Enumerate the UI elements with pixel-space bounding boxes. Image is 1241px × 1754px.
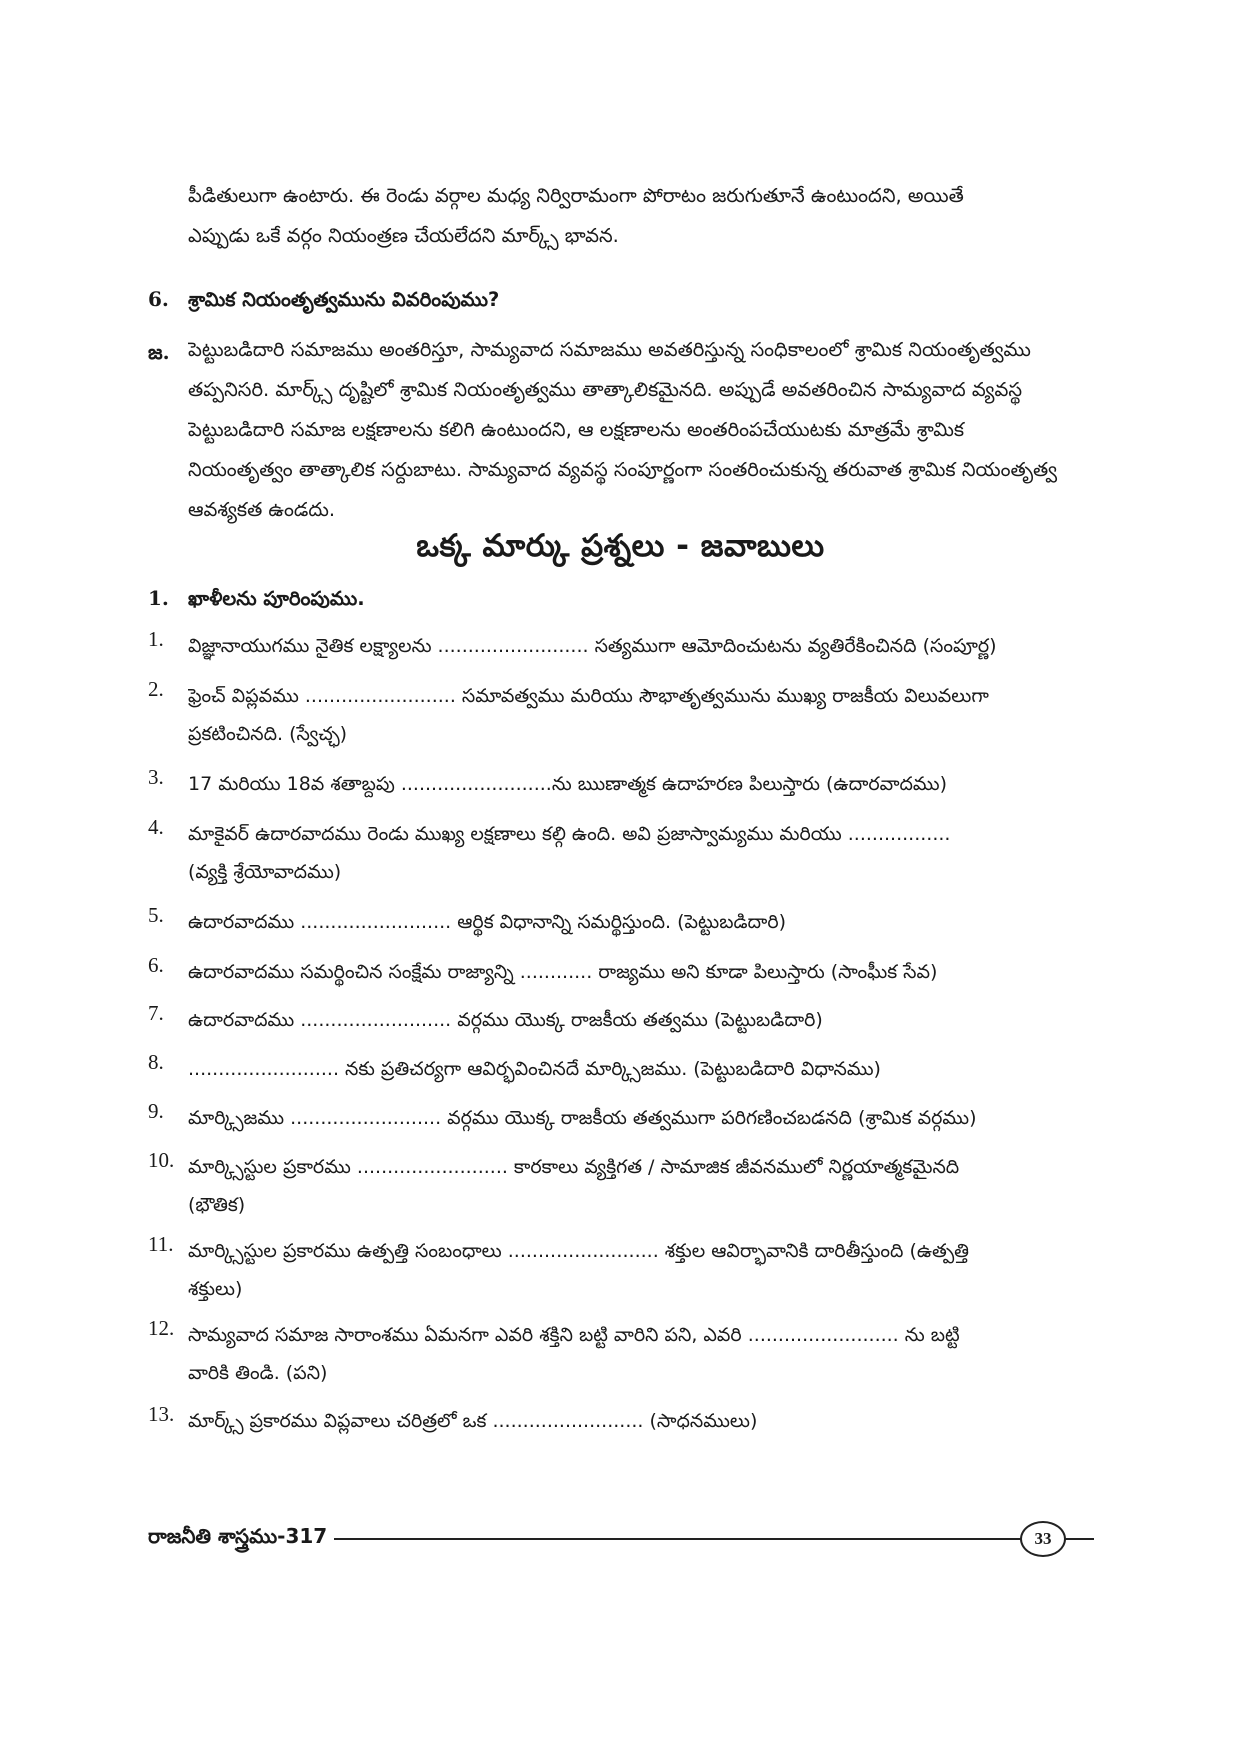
item-number: 4. [148, 815, 164, 839]
paragraph-line: నియంతృత్వం తాత్కాలిక సర్దుబాటు. సామ్యవాద వ్యవస్థ సంపూర్ణంగా సంతరించుకున్న తరువాత శ్రామిక నియంతృత్వ [188, 458, 1058, 481]
paragraph-line: పెట్టుబడిదారి సమాజము అంతరిస్తూ, సామ్యవాద సమాజము అవతరిస్తున్న సంధికాలంలో శ్రామిక నియంతృత్వము [188, 338, 1031, 361]
item-text: మార్క్సిస్టుల ప్రకారము ......................... కారకాలు వ్యక్తిగత / సామాజిక జీవనములో నిర్ణయాత్మకమైనది [188, 1156, 960, 1178]
item-number: 6. [148, 953, 164, 977]
item-number: 10. [148, 1148, 175, 1172]
item-number: 9. [148, 1099, 164, 1123]
item-text: సామ్యవాద సమాజ సారాంశము ఏమనగా ఎవరి శక్తిని బట్టి వారిని పని, ఎవరి ......................... ను బట్టి [188, 1324, 960, 1346]
paragraph-line: ఎప్పుడు ఒకే వర్గం నియంత్రణ చేయలేదని మార్క్స్ భావన. [188, 224, 619, 247]
subsection-title: ఖాళీలను పూరింపుము. [188, 587, 365, 610]
paragraph-line: తప్పనిసరి. మార్క్స్ దృష్టిలో శ్రామిక నియంతృత్వము తాత్కాలికమైనది. అప్పుడే అవతరించిన సామ్యవాద వ్యవస్థ [188, 378, 1023, 401]
item-text: ఉదారవాదము ......................... ఆర్థిక విధానాన్ని సమర్థిస్తుంది. (పెట్టుబడిదారి) [188, 911, 786, 933]
item-text: మార్క్సిస్టుల ప్రకారము ఉత్పత్తి సంబంధాలు ......................... శక్తుల ఆవిర్భావానికి దారితీస్తుంది (ఉత్పత్తి [188, 1240, 970, 1262]
item-text: 17 మరియు 18వ శతాబ్దపు .........................ను ఋణాత్మక ఉదాహరణ పిలుస్తారు (ఉదారవాదము) [188, 773, 948, 795]
item-text: ఉదారవాదము సమర్థించిన సంక్షేమ రాజ్యాన్ని ............ రాజ్యము అని కూడా పిలుస్తారు (సాంఘీక సేవ) [188, 961, 938, 983]
item-text: మాకైవర్ ఉదారవాదము రెండు ముఖ్య లక్షణాలు కల్గి ఉంది. అవి ప్రజాస్వామ్యము మరియు ................. [188, 823, 951, 845]
item-number: 1. [148, 627, 164, 651]
page-number: 33 [1020, 1521, 1066, 1557]
question-number: 6. [148, 287, 169, 311]
item-number: 2. [148, 677, 164, 701]
paragraph-line: పెట్టుబడిదారి సమాజ లక్షణాలను కలిగి ఉంటుందని, ఆ లక్షణాలను అంతరింపచేయుటకు మాత్రమే శ్రామిక [188, 418, 965, 441]
footer-title: రాజనీతి శాస్త్రము-317 [148, 1524, 328, 1548]
section-heading: ఒక్క మార్కు ప్రశ్నలు - జవాబులు [416, 528, 825, 564]
item-text: శక్తులు) [188, 1278, 243, 1300]
item-text: విజ్ఞానాయుగము నైతిక లక్ష్యాలను ......................... సత్యముగా ఆమోదించుటను వ్యతిరేకించినది (సంపూర్ణ) [188, 635, 997, 657]
item-text: ఫ్రెంచ్ విప్లవము ......................... సమావత్వము మరియు సౌభాతృత్వమును ముఖ్య రాజకీయ విలువలుగా [188, 685, 989, 707]
item-text: వారికి తిండి. (పని) [188, 1362, 328, 1384]
question-text: శ్రామిక నియంతృత్వమును వివరింపుము? [188, 288, 500, 311]
item-text: (భౌతిక) [188, 1194, 246, 1216]
answer-label: జ. [148, 340, 170, 364]
item-number: 3. [148, 765, 164, 789]
item-text: ఉదారవాదము ......................... వర్గము యొక్క రాజకీయ తత్వము (పెట్టుబడిదారి) [188, 1009, 823, 1031]
paragraph-line: ఆవశ్యకత ఉండదు. [188, 498, 336, 521]
intro-paragraph [188, 176, 1093, 256]
item-text: (వ్యక్తి శ్రేయోవాదము) [188, 861, 342, 883]
item-number: 12. [148, 1316, 175, 1340]
item-number: 11. [148, 1232, 174, 1256]
answer-paragraph [188, 330, 1093, 530]
item-text: మార్క్సిజము ......................... వర్గము యొక్క రాజకీయ తత్వముగా పరిగణించబడనది (శ్రామిక వర్గము) [188, 1107, 977, 1129]
footer-rule [334, 1538, 1026, 1540]
item-text: ......................... నకు ప్రతిచర్యగా ఆవిర్భవించినదే మార్క్సిజము. (పెట్టుబడిదారి విధానము) [188, 1058, 881, 1080]
item-number: 13. [148, 1402, 175, 1426]
item-text: ప్రకటించినది. (స్వేచ్ఛ) [188, 723, 348, 745]
item-text: మార్క్స్ ప్రకారము విప్లవాలు చరిత్రలో ఒక ......................... (సాధనములు) [188, 1410, 758, 1432]
item-number: 7. [148, 1001, 164, 1025]
subsection-number: 1. [148, 586, 169, 610]
item-number: 5. [148, 903, 164, 927]
paragraph-line: పీడితులుగా ఉంటారు. ఈ రెండు వర్గాల మధ్య నిర్విరామంగా పోరాటం జరుగుతూనే ఉంటుందని, అయితే [188, 184, 964, 207]
item-number: 8. [148, 1050, 164, 1074]
